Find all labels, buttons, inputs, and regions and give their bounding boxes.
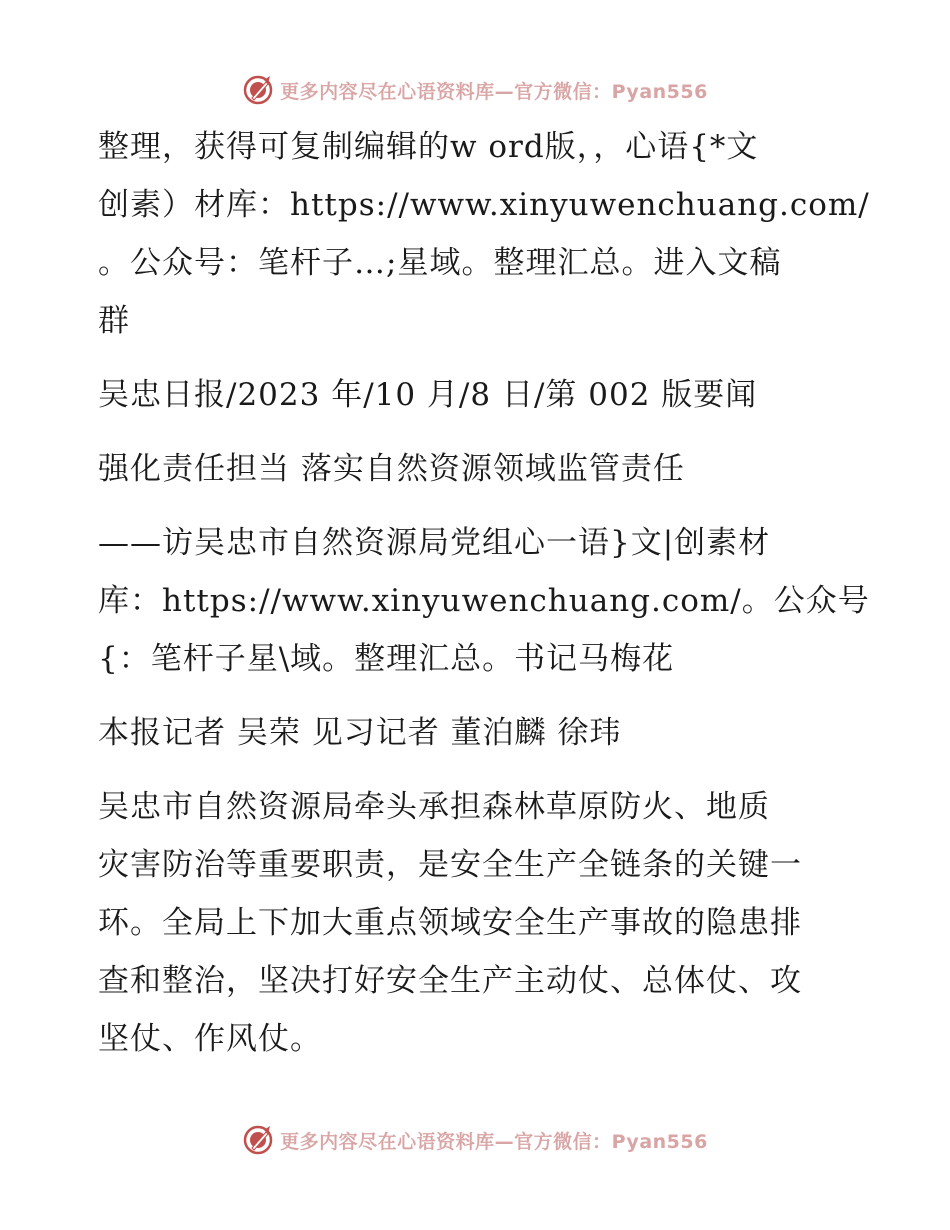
footer-banner xyxy=(0,1120,950,1160)
byline-text: 本报记者 吴荣 见习记者 董泊麟 徐玮 xyxy=(98,715,622,751)
quill-seal-logo-icon xyxy=(242,74,274,106)
body-line: 吴忠市自然资源局牵头承担森林草原防火、地质 xyxy=(98,789,770,825)
intro-line: 。公众号：笔杆子…;星域。整理汇总。进入文稿 xyxy=(98,245,782,281)
intro-line: 群 xyxy=(98,303,130,339)
headline-text: 强化责任担当 落实自然资源领域监管责任 xyxy=(98,451,685,487)
body-line: 灾害防治等重要职责，是安全生产全链条的关键一 xyxy=(98,847,802,883)
intro-line: 创素）材库：https://www.xinyuwenchuang.com/ xyxy=(98,187,870,223)
dateline xyxy=(98,366,858,424)
intro-paragraph xyxy=(98,118,870,350)
body-paragraph xyxy=(98,778,858,1068)
subhead-line: ——访吴忠市自然资源局党组心一语}文|创素材 xyxy=(98,525,771,561)
footer-banner-text: 更多内容尽在心语资料库—官方微信：Pyan556 xyxy=(280,1130,708,1153)
body-line: 环。全局上下加大重点领域安全生产事故的隐患排 xyxy=(98,905,802,941)
headline xyxy=(98,440,858,498)
subhead-line: {：笔杆子星\域。整理汇总。书记马梅花 xyxy=(98,641,675,677)
header-banner-text: 更多内容尽在心语资料库—官方微信：Pyan556 xyxy=(280,80,708,103)
header-banner xyxy=(0,70,950,110)
byline xyxy=(98,704,858,762)
body-line: 查和整治，坚决打好安全生产主动仗、总体仗、攻 xyxy=(98,963,802,999)
intro-line: 整理，获得可复制编辑的w ord版，，心语{*文 xyxy=(98,129,759,165)
body-line: 坚仗、作风仗。 xyxy=(98,1021,322,1057)
quill-seal-logo-icon xyxy=(242,1124,274,1156)
document-body xyxy=(98,118,870,1068)
dateline-text: 吴忠日报/2023 年/10 月/8 日/第 002 版要闻 xyxy=(98,377,758,413)
subhead-line: 库：https://www.xinyuwenchuang.com/。公众号 xyxy=(98,583,870,619)
subhead-paragraph xyxy=(98,514,870,688)
